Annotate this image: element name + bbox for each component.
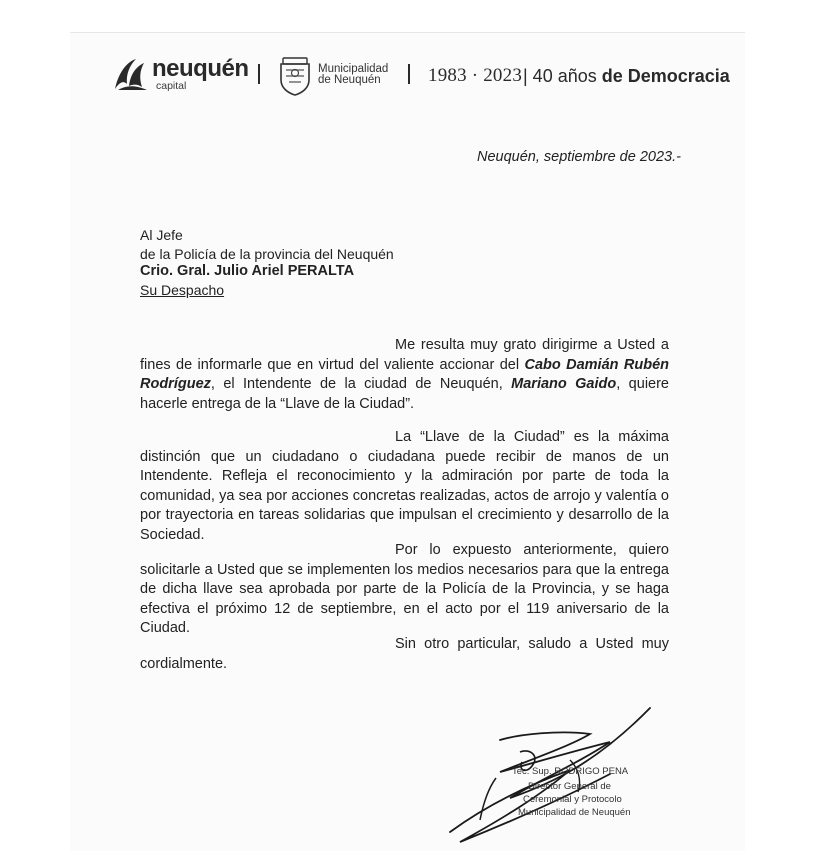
recipient-name: Crio. Gral. Julio Ariel PERALTA bbox=[140, 263, 355, 279]
paragraph-1-text-e: , quiere hacerle entrega de la “Llave de la Ciudad”. bbox=[140, 376, 669, 412]
anniversary-prefix: | 40 años bbox=[523, 66, 597, 86]
anniversary-bold: de Democracia bbox=[601, 66, 730, 86]
officer-name: Cabo Damián Rubén Rodríguez bbox=[140, 356, 669, 392]
paragraph-1-text-a: Me resulta muy grato dirigirme a Usted a fines de informarle que en virtud del valiente accionar del bbox=[140, 337, 669, 373]
municipal-shield-icon bbox=[277, 56, 313, 96]
recipient-line-2: de la Policía de la provincia del Neuquén bbox=[140, 246, 394, 262]
header-divider bbox=[258, 64, 260, 84]
signatory-name: Tec. Sup. RODRIGO PENA bbox=[512, 766, 629, 777]
brand-subtitle: capital bbox=[156, 80, 187, 92]
municipality-line-1: Municipalidad bbox=[318, 63, 389, 75]
recipient-line-1: Al Jefe bbox=[140, 227, 183, 243]
municipality-line-2: de Neuquén bbox=[318, 74, 381, 86]
signatory-title-2: Ceremonial y Protocolo bbox=[523, 794, 622, 805]
header-divider bbox=[408, 64, 410, 84]
paragraph-2: La “Llave de la Ciudad” es la máxima distinción que un ciudadano o ciudadana puede recibir de manos de un Intendente. Refleja el reconocimiento y la admiración por parte de toda la comunidad, ya sea por acciones concretas realizadas, actos de arrojo y valentía o por trayectoria en tareas solidarias que impulsan el crecimiento y desarrollo de la Sociedad. bbox=[140, 429, 669, 543]
paragraph-3: Por lo expuesto anteriormente, quiero solicitarle a Usted que se implementen los medios necesarios para que la entrega de dicha llave sea aprobada por parte de la Policía de la Provincia, y se haga efectiva el próximo 12 de septiembre, en el acto por el 119 aniversario de la Ciudad. bbox=[140, 542, 669, 636]
signatory-office: Municipalidad de Neuquén bbox=[518, 807, 631, 818]
neuquen-capital-logo-icon bbox=[112, 56, 150, 92]
signatory-title-1: Director General de bbox=[528, 781, 611, 792]
mayor-name: Mariano Gaido bbox=[511, 376, 617, 392]
letter-date: Neuquén, septiembre de 2023.- bbox=[477, 149, 681, 165]
recipient-line-4: Su Despacho bbox=[140, 282, 225, 298]
paragraph-4: Sin otro particular, saludo a Usted muy cordialmente. bbox=[140, 636, 669, 672]
democracy-years: 1983 · 2023 bbox=[428, 65, 523, 86]
paragraph-1 bbox=[140, 336, 669, 414]
democracy-anniversary bbox=[523, 66, 730, 87]
paragraph-1-text-c: , el Intendente de la ciudad de Neuquén, bbox=[210, 376, 512, 392]
page-top-edge bbox=[70, 32, 745, 33]
brand-name: neuquén bbox=[152, 55, 249, 82]
